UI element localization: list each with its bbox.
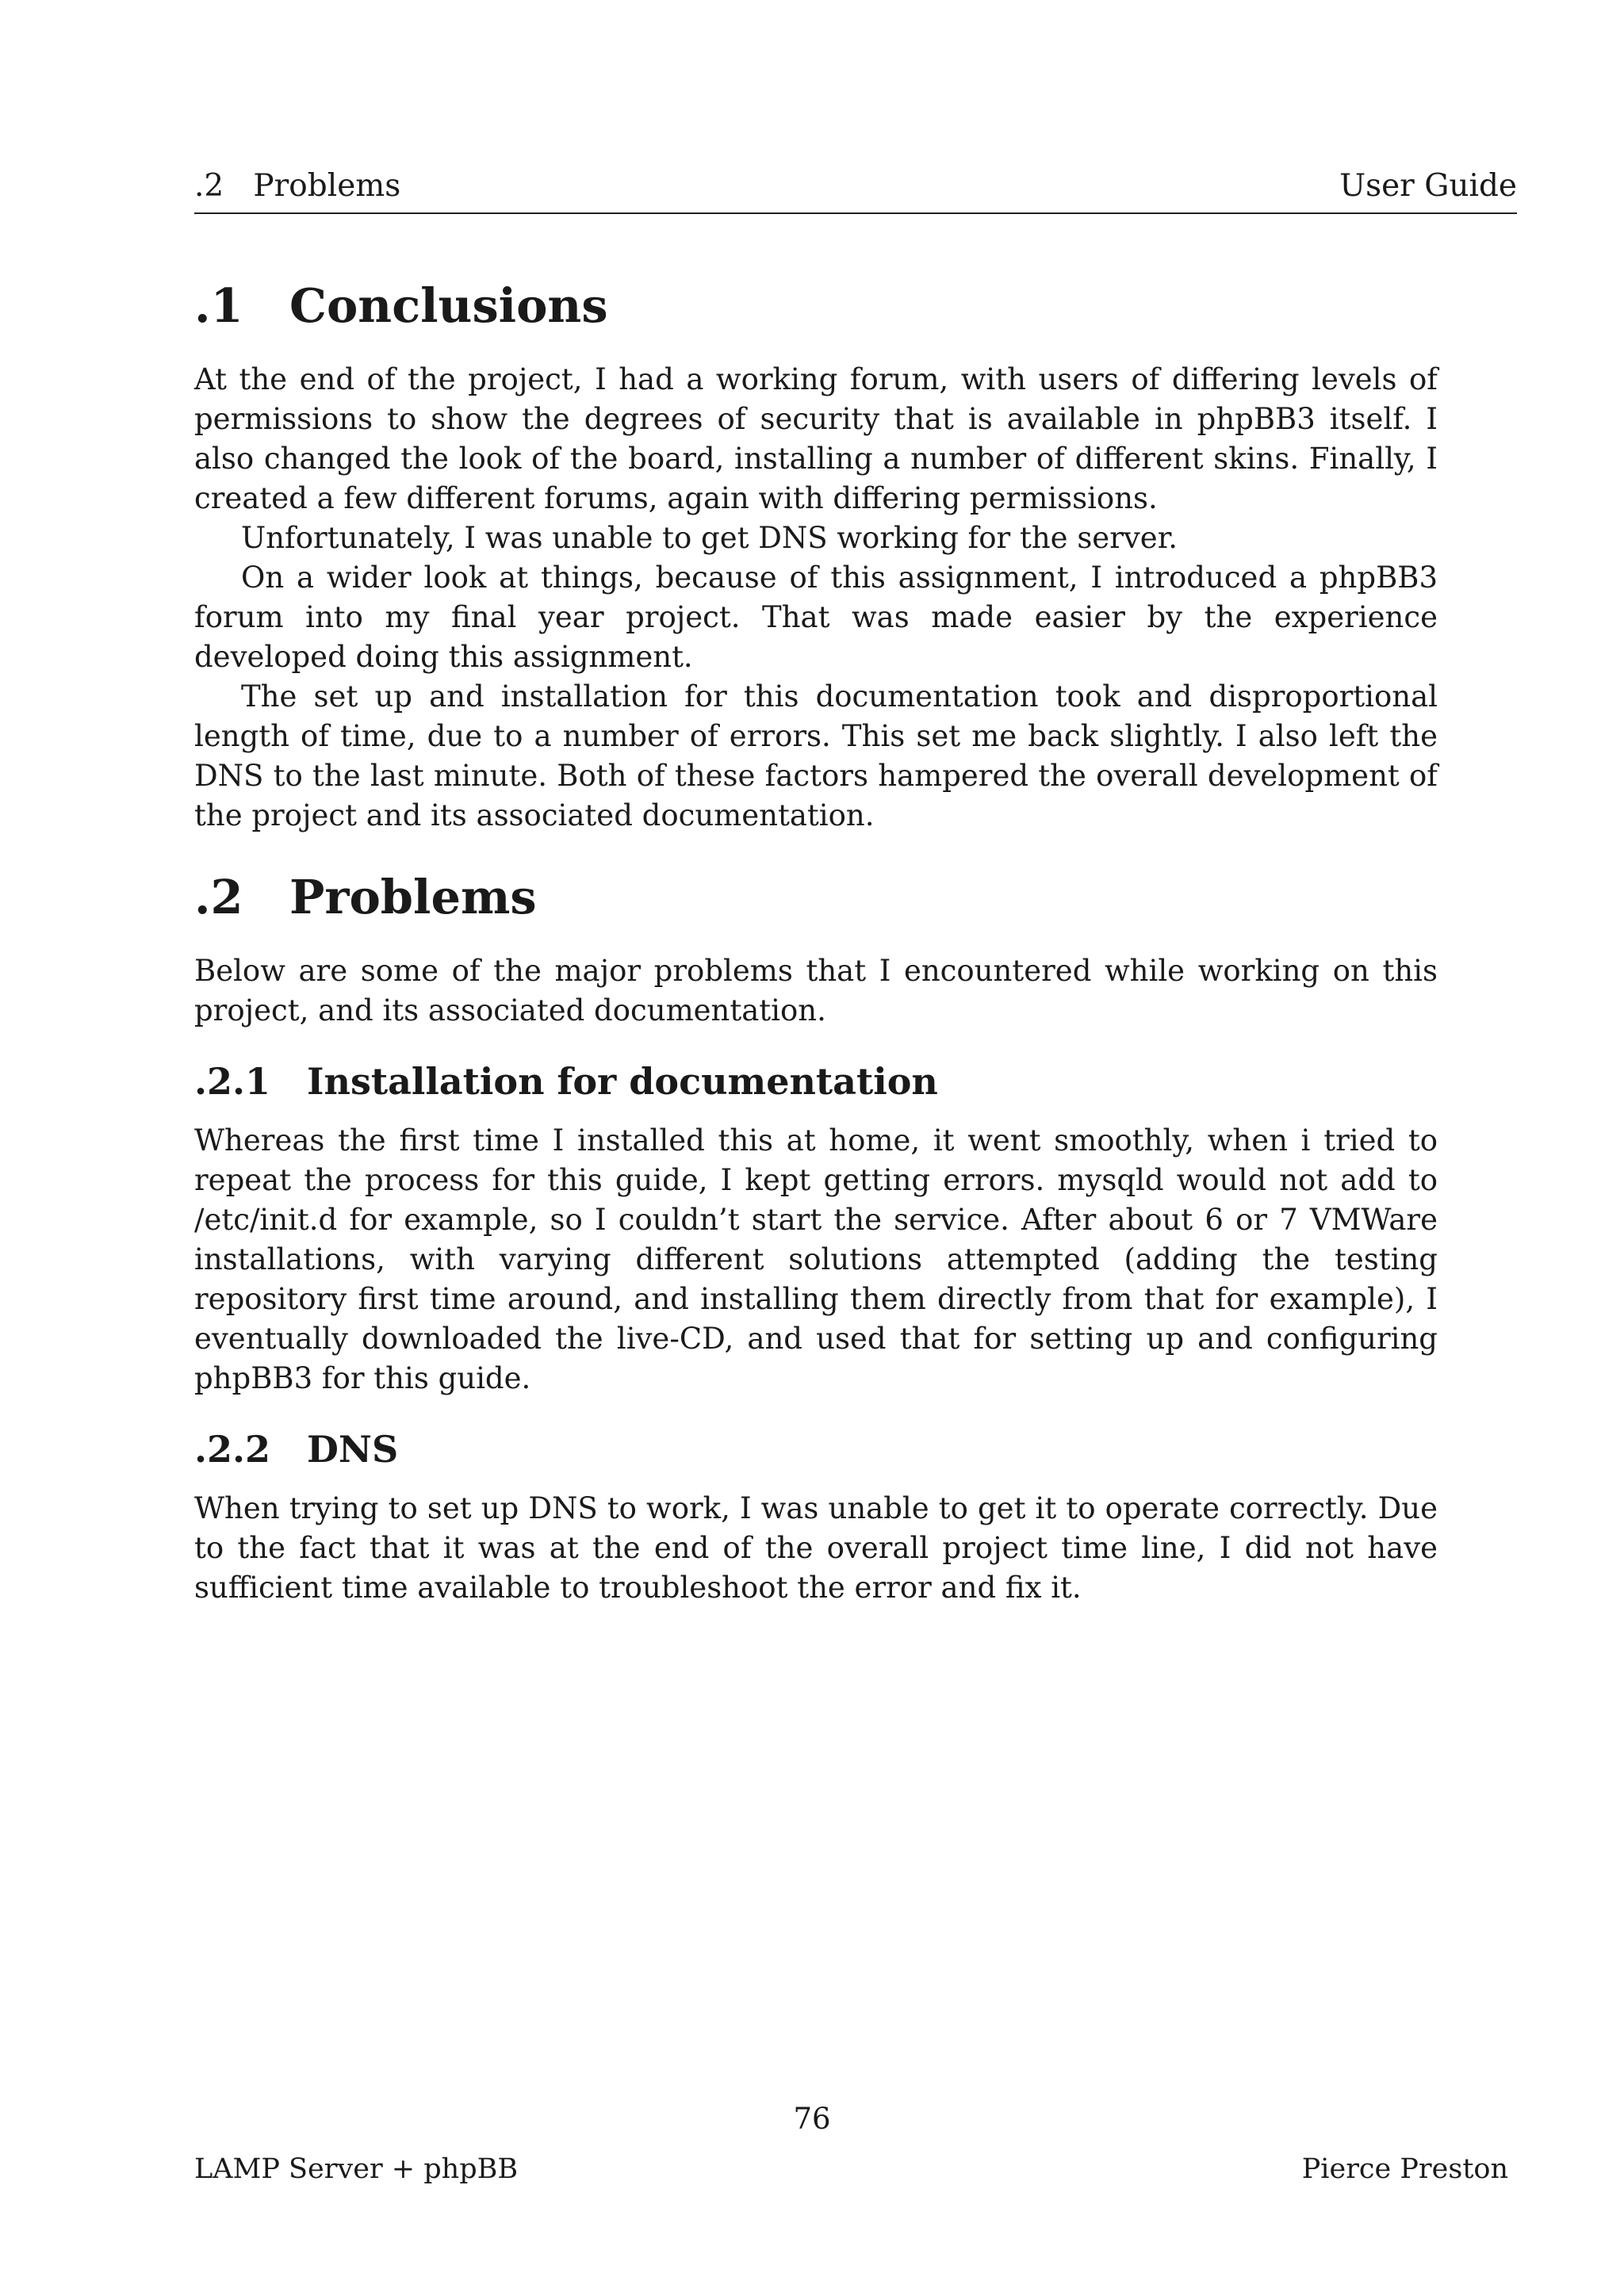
- section-title: Problems: [289, 870, 537, 924]
- paragraph: At the end of the project, I had a working forum, with users of differing levels of permissions to show the degrees of security that is available in phpBB3 itself. I also changed the look of the board, installing a number of different skins. Finally, I created a few different forums, again with differing permissions.: [194, 362, 1438, 515]
- running-header: [194, 163, 1517, 214]
- section-number: .2: [194, 870, 243, 924]
- running-header-title: User Guide: [1339, 168, 1517, 204]
- paragraph: Whereas the first time I installed this at home, it went smoothly, when i tried to repeat the process for this guide, I kept getting errors. mysqld would not add to /etc/init.d for example, so I couldn’t start the service. After about 6 or 7 VMWare installations, with varying different solutions attempted (adding the testing repository first time around, and installing them directly from that for example), I eventually downloaded the live-CD, and used that for setting up and configuring phpBB3 for this guide.: [194, 1123, 1438, 1395]
- section-problems: [194, 867, 1438, 1608]
- section-number: .1: [194, 278, 243, 333]
- page-number: 76: [793, 2102, 831, 2136]
- section-title: Conclusions: [289, 278, 608, 333]
- section-heading-problems: [194, 867, 1438, 928]
- subsection-title: Installation for documentation: [307, 1060, 938, 1103]
- paragraph: Below are some of the major problems that I encountered while working on this project, and its associated documentation.: [194, 954, 1438, 1027]
- paragraph: On a wider look at things, because of this assignment, I introduced a phpBB3 forum into my final year project. That was made easier by the experience developed doing this assignment.: [194, 561, 1438, 674]
- footer-author: Pierce Preston: [1301, 2153, 1508, 2185]
- subsection-title: DNS: [307, 1428, 399, 1471]
- paragraph: Unfortunately, I was unable to get DNS working for the server.: [241, 521, 1178, 555]
- page-content: [194, 262, 1438, 1640]
- section-heading-conclusions: [194, 276, 1438, 336]
- subsection-heading-dns: [194, 1425, 1438, 1473]
- subsection-heading-installation: [194, 1058, 1438, 1105]
- section-conclusions: [194, 276, 1438, 836]
- footer-document-title: LAMP Server + phpBB: [194, 2153, 519, 2185]
- paragraph: The set up and installation for this documentation took and disproportional length of time, due to a number of errors. This set me back slightly. I also left the DNS to the last minute. Both of these factors hampered the overall development of the project and its associated documentation.: [194, 679, 1438, 832]
- subsection-number: .2.2: [194, 1428, 271, 1471]
- running-header-section: .2 Problems: [194, 168, 401, 204]
- paragraph: When trying to set up DNS to work, I was unable to get it to operate correctly. Due to the fact that it was at the end of the overall project time line, I did not have sufficient time available to troubleshoot the error and fix it.: [194, 1491, 1438, 1605]
- subsection-number: .2.1: [194, 1060, 271, 1103]
